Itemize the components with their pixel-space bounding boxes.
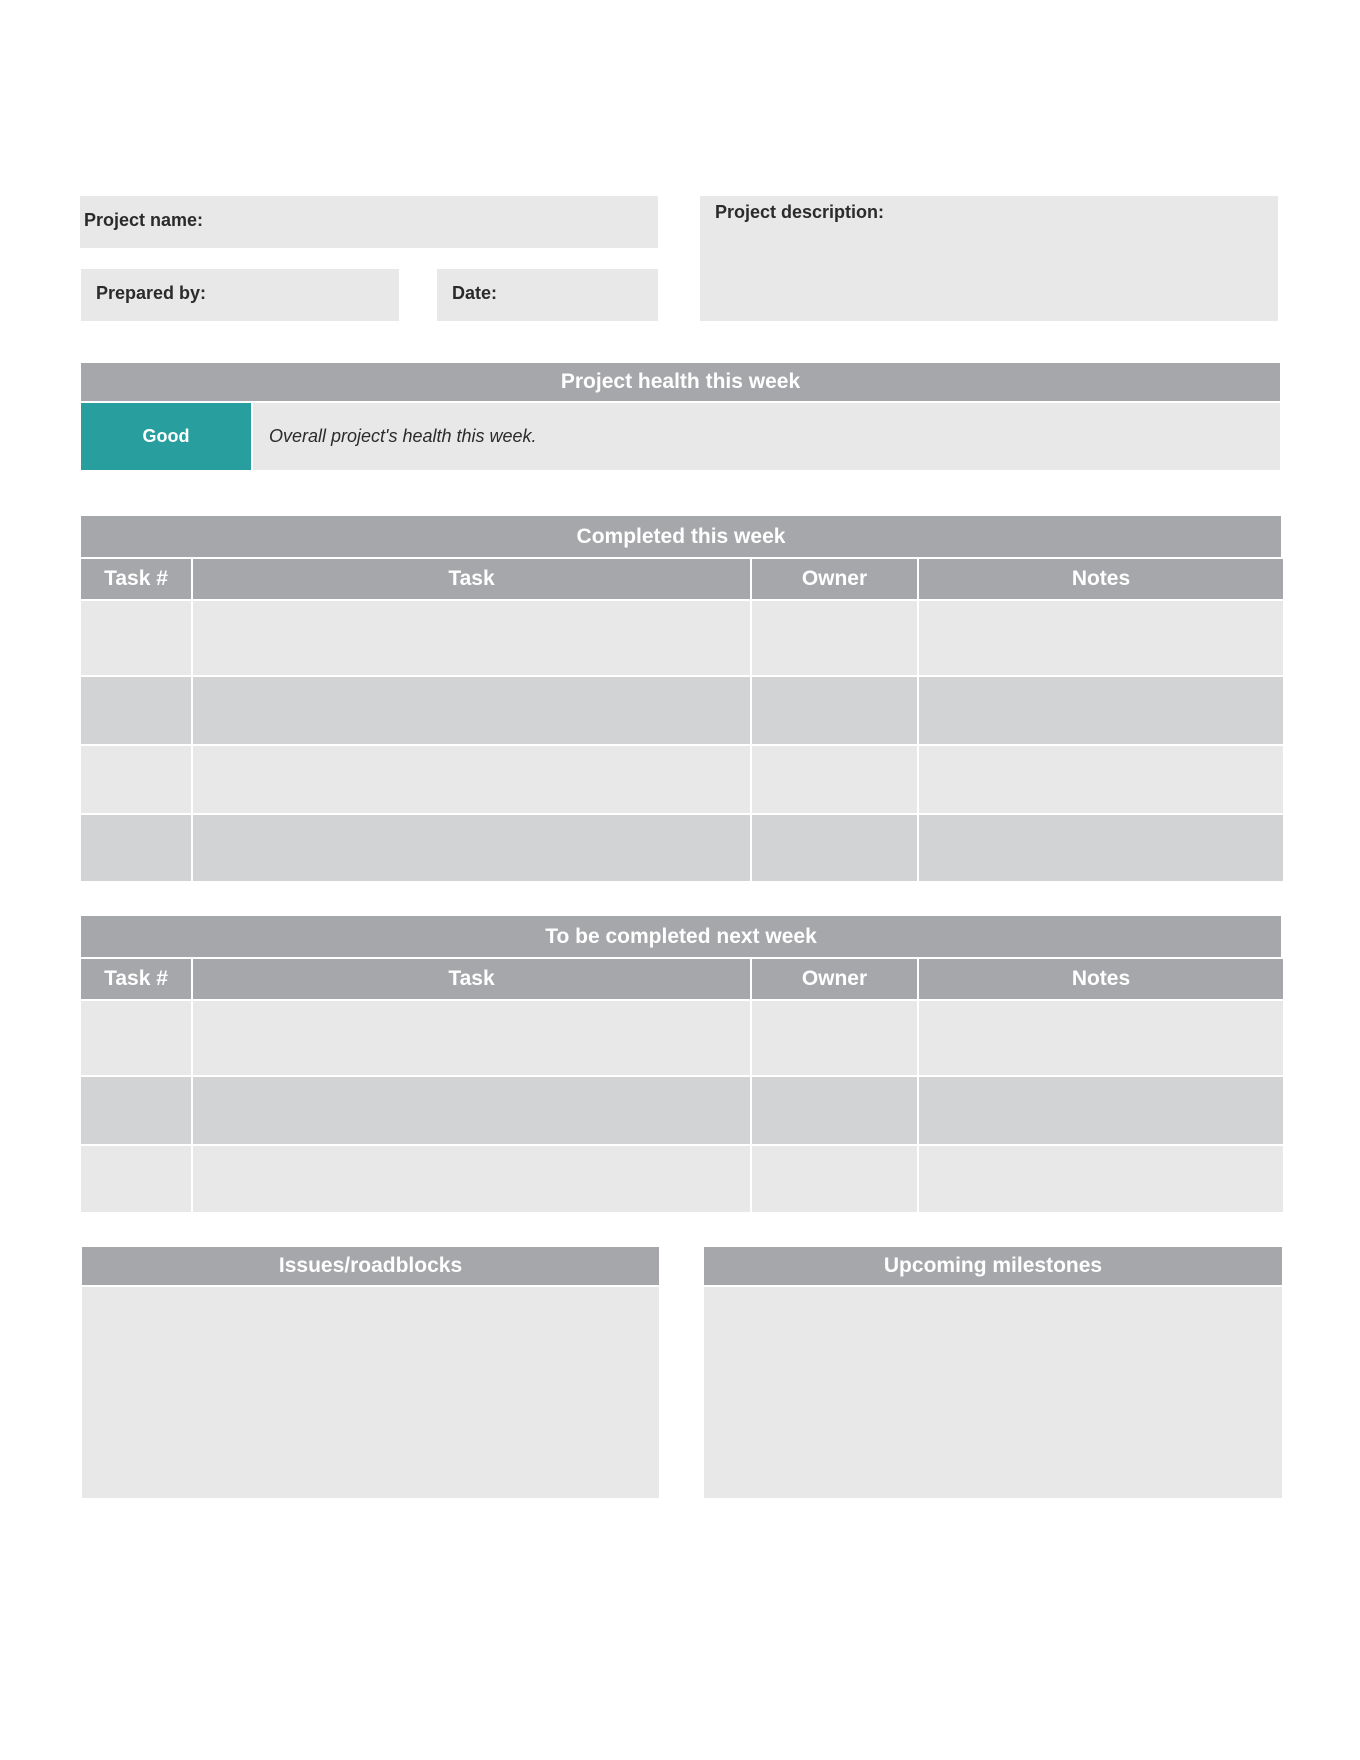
project-name-field[interactable] [80,196,658,248]
issues-roadblocks-body[interactable] [82,1287,659,1498]
task-cell[interactable] [192,1076,751,1145]
next-week-tasks-table [79,957,1285,1214]
issues-roadblocks-title: Issues/roadblocks [82,1247,659,1285]
owner-cell[interactable] [751,1145,918,1213]
task-number-cell[interactable] [80,1145,192,1213]
task-number-cell[interactable] [80,1000,192,1076]
table-row [80,814,1284,882]
column-header-notes: Notes [918,558,1284,600]
completed-header-row [80,558,1284,600]
column-header-notes: Notes [918,958,1284,1000]
column-header-task: Task [192,558,751,600]
owner-cell[interactable] [751,676,918,745]
column-header-task-number: Task # [80,558,192,600]
owner-cell[interactable] [751,1076,918,1145]
completed-this-week-title: Completed this week [81,516,1281,557]
project-description-label: Project description: [715,202,885,222]
table-row [80,745,1284,814]
completed-tasks-table [79,557,1285,883]
next-week-title: To be completed next week [81,916,1281,957]
column-header-task-number: Task # [80,958,192,1000]
next-week-header-row [80,958,1284,1000]
project-health-title: Project health this week [81,363,1280,401]
task-cell[interactable] [192,676,751,745]
table-row [80,1000,1284,1076]
notes-cell[interactable] [918,1000,1284,1076]
project-name-label: Project name: [84,210,204,230]
column-header-owner: Owner [751,558,918,600]
health-status-badge[interactable]: Good [81,403,251,470]
table-row [80,1076,1284,1145]
notes-cell[interactable] [918,814,1284,882]
prepared-by-label: Prepared by: [96,283,207,303]
task-cell[interactable] [192,1000,751,1076]
column-header-task: Task [192,958,751,1000]
notes-cell[interactable] [918,600,1284,676]
owner-cell[interactable] [751,745,918,814]
upcoming-milestones-title: Upcoming milestones [704,1247,1282,1285]
task-number-cell[interactable] [80,814,192,882]
prepared-by-field[interactable] [81,269,399,321]
task-cell[interactable] [192,600,751,676]
task-number-cell[interactable] [80,745,192,814]
task-number-cell[interactable] [80,676,192,745]
table-row [80,1145,1284,1213]
column-header-owner: Owner [751,958,918,1000]
notes-cell[interactable] [918,1145,1284,1213]
owner-cell[interactable] [751,814,918,882]
table-row [80,600,1284,676]
owner-cell[interactable] [751,1000,918,1076]
owner-cell[interactable] [751,600,918,676]
task-number-cell[interactable] [80,600,192,676]
task-number-cell[interactable] [80,1076,192,1145]
notes-cell[interactable] [918,745,1284,814]
task-cell[interactable] [192,1145,751,1213]
notes-cell[interactable] [918,676,1284,745]
date-field[interactable] [437,269,658,321]
health-description[interactable]: Overall project's health this week. [253,403,1280,470]
task-cell[interactable] [192,745,751,814]
upcoming-milestones-body[interactable] [704,1287,1282,1498]
notes-cell[interactable] [918,1076,1284,1145]
task-cell[interactable] [192,814,751,882]
table-row [80,676,1284,745]
date-label: Date: [452,283,498,303]
project-description-field[interactable] [700,196,1278,321]
